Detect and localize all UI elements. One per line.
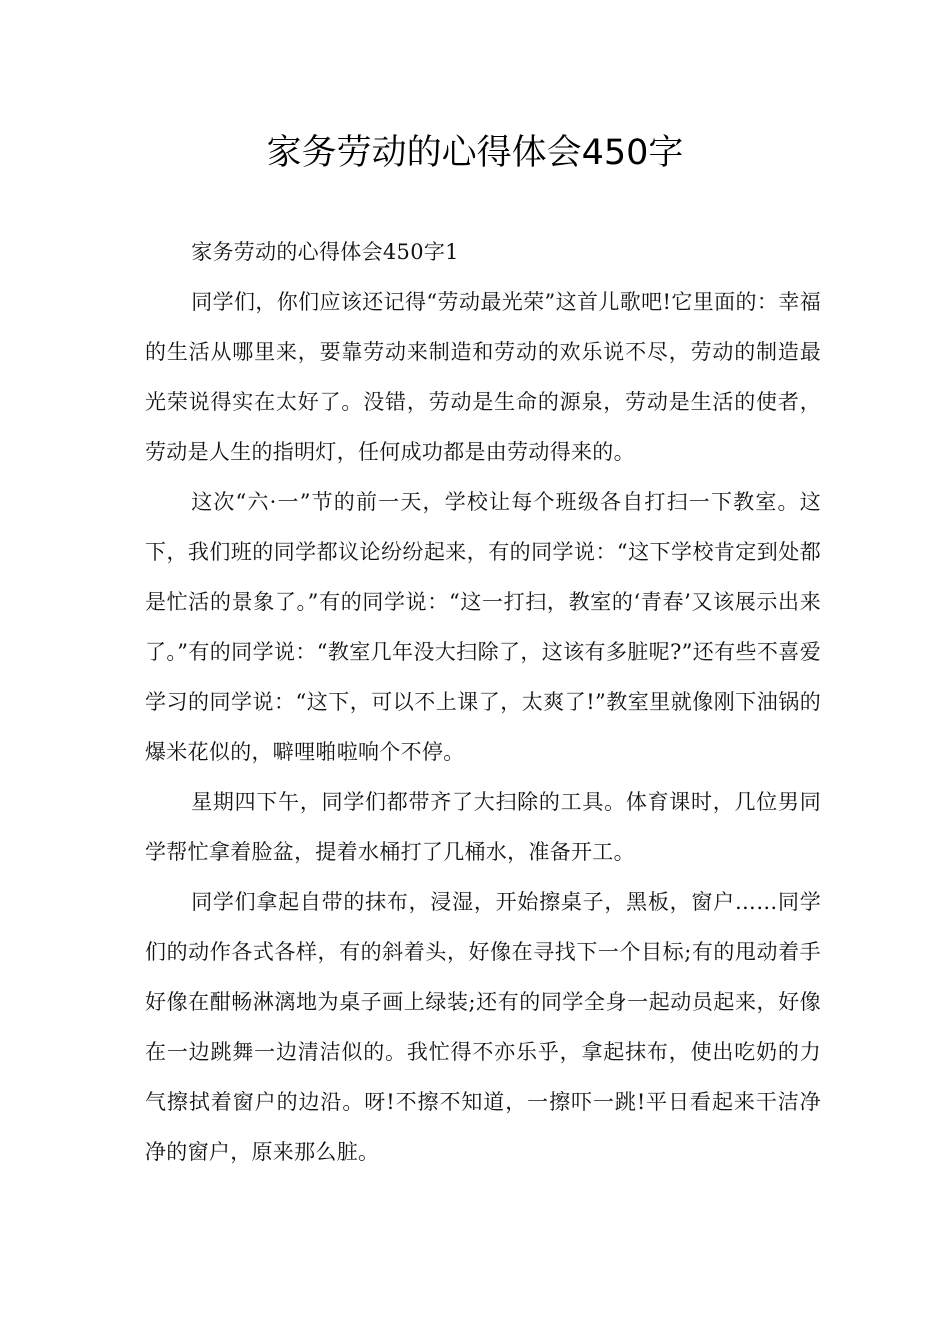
section-heading: 家务劳动的心得体会450字1: [191, 240, 459, 264]
paragraph-1: 同学们，你们应该还记得“劳动最光荣”这首儿歌吧!它里面的：幸福的生活从哪里来，要靠劳动来制造和劳动的欢乐说不尽，劳动的制造最光荣说得实在太好了。没错，劳动是生命的源泉，劳动是生活的使者，劳动是人生的指明灯，任何成功都是由劳动得来的。: [145, 290, 821, 464]
document-title: 家务劳动的心得体会450字: [266, 133, 684, 173]
paragraph-4: 同学们拿起自带的抹布，浸湿，开始擦桌子，黑板，窗户……同学们的动作各式各样，有的斜着头，好像在寻找下一个目标;有的甩动着手好像在酣畅淋漓地为桌子画上绿装;还有的同学全身一起动员起来，好像在一边跳舞一边清洁似的。我忙得不亦乐乎，拿起抹布，使出吃奶的力气擦拭着窗户的边沿。呀!不擦不知道，一擦吓一跳!平日看起来干洁净净的窗户，原来那么脏。: [145, 890, 821, 1164]
paragraph-2: 这次“六·一”节的前一天，学校让每个班级各自打扫一下教室。这下，我们班的同学都议论纷纷起来，有的同学说：“这下学校肯定到处都是忙活的景象了。”有的同学说：“这一打扫，教室的‘青春’又该展示出来了。”有的同学说：“教室几年没大扫除了，这该有多脏呢?”还有些不喜爱学习的同学说：“这下，可以不上课了，太爽了!”教室里就像刚下油锅的爆米花似的，噼哩啪啦响个不停。: [145, 490, 821, 764]
document-body: [145, 227, 821, 1177]
paragraph-3: 星期四下午，同学们都带齐了大扫除的工具。体育课时，几位男同学帮忙拿着脸盆，提着水桶打了几桶水，准备开工。: [145, 790, 821, 864]
